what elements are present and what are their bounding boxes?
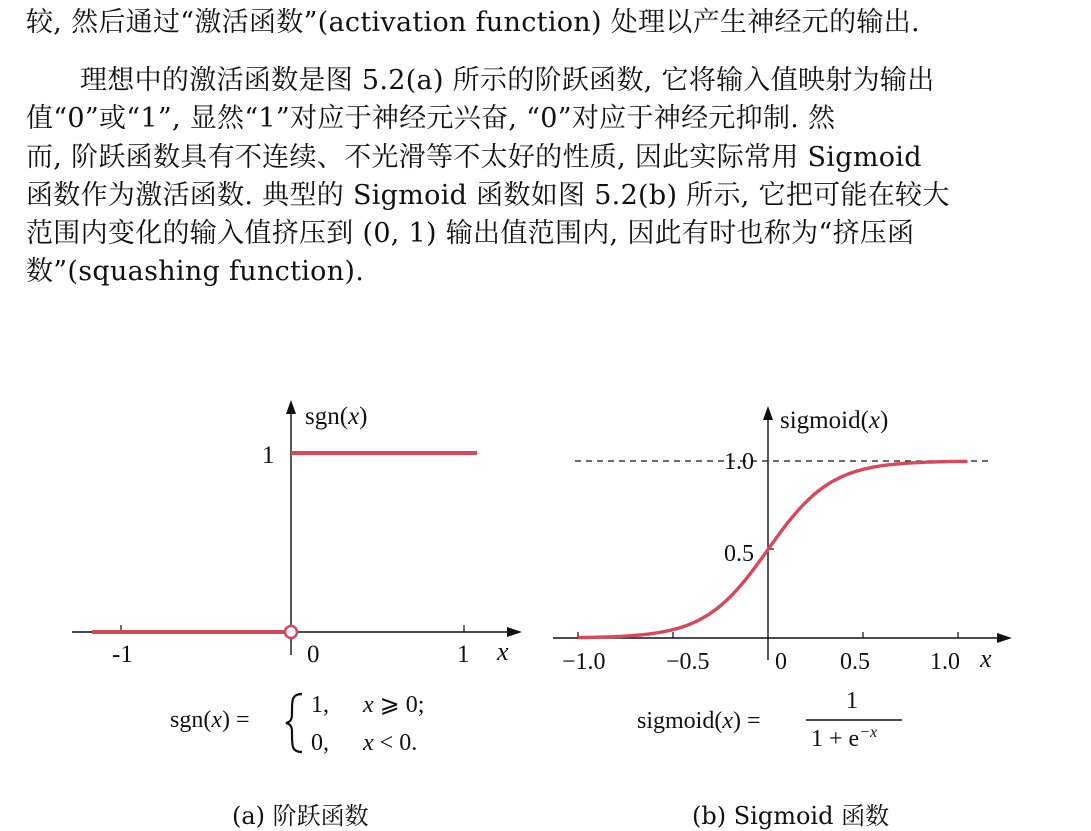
paragraph-1-line-1: 较, 然后通过“激活函数”(activation function) 处理以产生神经元的输出. [26,7,920,38]
tick-label-x-05: 0.5 [840,649,870,675]
tick-label-x-0: 0 [775,649,787,675]
sigmoid-formula-numerator [846,688,858,715]
denominator-exponent: −x [859,724,878,741]
x-axis-arrow [997,633,1012,643]
sigmoid-formula-denominator [811,724,877,753]
step-formula-lhs [170,707,250,734]
tick-label-x-neg1: -1 [112,641,133,668]
tick-label-x-0: 0 [307,641,320,668]
open-point-origin [285,626,297,638]
tick-label-y-10: 1.0 [724,449,754,475]
sigmoid-formula-lhs [637,708,761,735]
paragraph-2-line-6: 数”(squashing function). [26,256,365,288]
paragraph-1 [26,4,1066,42]
tick-label-y-1: 1 [262,442,275,469]
caption-a: (a) 阶跃函数 [232,802,369,830]
tick-label-x-10: 1.0 [930,649,960,675]
y-axis-label: sigmoid(x) [780,407,889,434]
y-axis-label: sgn(x) [305,403,368,430]
step-formula-case-2 [311,730,417,757]
paragraph-2-line-2: 值“0”或“1”, 显然“1”对应于神经元兴奋, “0”对应于神经元抑制. 然 [26,103,836,135]
tick-label-x-1: 1 [457,641,470,668]
step-formula-case-1 [311,690,424,719]
formula-lhs-fn: sigmoid( [637,708,723,734]
x-axis-label: x [497,637,509,666]
formula-lhs-var: x [211,707,222,733]
tick-label-y-05: 0.5 [724,541,754,567]
numerator: 1 [846,688,858,714]
y-axis-arrow [763,406,773,420]
formula-lhs-fn: sgn( [170,707,212,733]
y-axis-arrow [286,400,296,414]
tick-label-x-m05: −0.5 [666,649,710,675]
denominator-base: 1 + e [811,726,860,752]
case-1-value: 1, [311,692,329,718]
paragraph-2-line-5: 范围内变化的输入值挤压到 (0, 1) 输出值范围内, 因此有时也称为“挤压函 [26,218,915,250]
paragraph-2-line-3: 而, 阶跃函数具有不连续、不光滑等不太好的性质, 因此实际常用 Sigmoid [26,141,922,173]
formula-lhs-end: ) = [733,708,761,734]
x-axis-label: x [980,644,992,673]
cases-brace [286,694,302,752]
case-1-cond: ⩾ 0; [379,692,425,718]
case-1-var: x [363,692,374,718]
paragraph-2 [26,62,1066,292]
case-2-value: 0, [311,730,329,756]
paragraph-2-line-1: 理想中的激活函数是图 5.2(a) 所示的阶跃函数, 它将输入值映射为输出 [80,65,935,96]
formula-lhs-var: x [722,708,733,734]
caption-b: (b) Sigmoid 函数 [692,802,890,830]
tick-label-x-m10: −1.0 [562,649,606,675]
paragraph-2-line-4: 函数作为激活函数. 典型的 Sigmoid 函数如图 5.2(b) 所示, 它把可能在较大 [26,179,950,211]
case-2-var: x [363,730,374,756]
case-2-cond: < 0. [379,730,418,756]
sigmoid-curve [578,461,968,637]
x-axis-arrow [507,627,522,637]
formula-lhs-end: ) = [222,707,250,733]
